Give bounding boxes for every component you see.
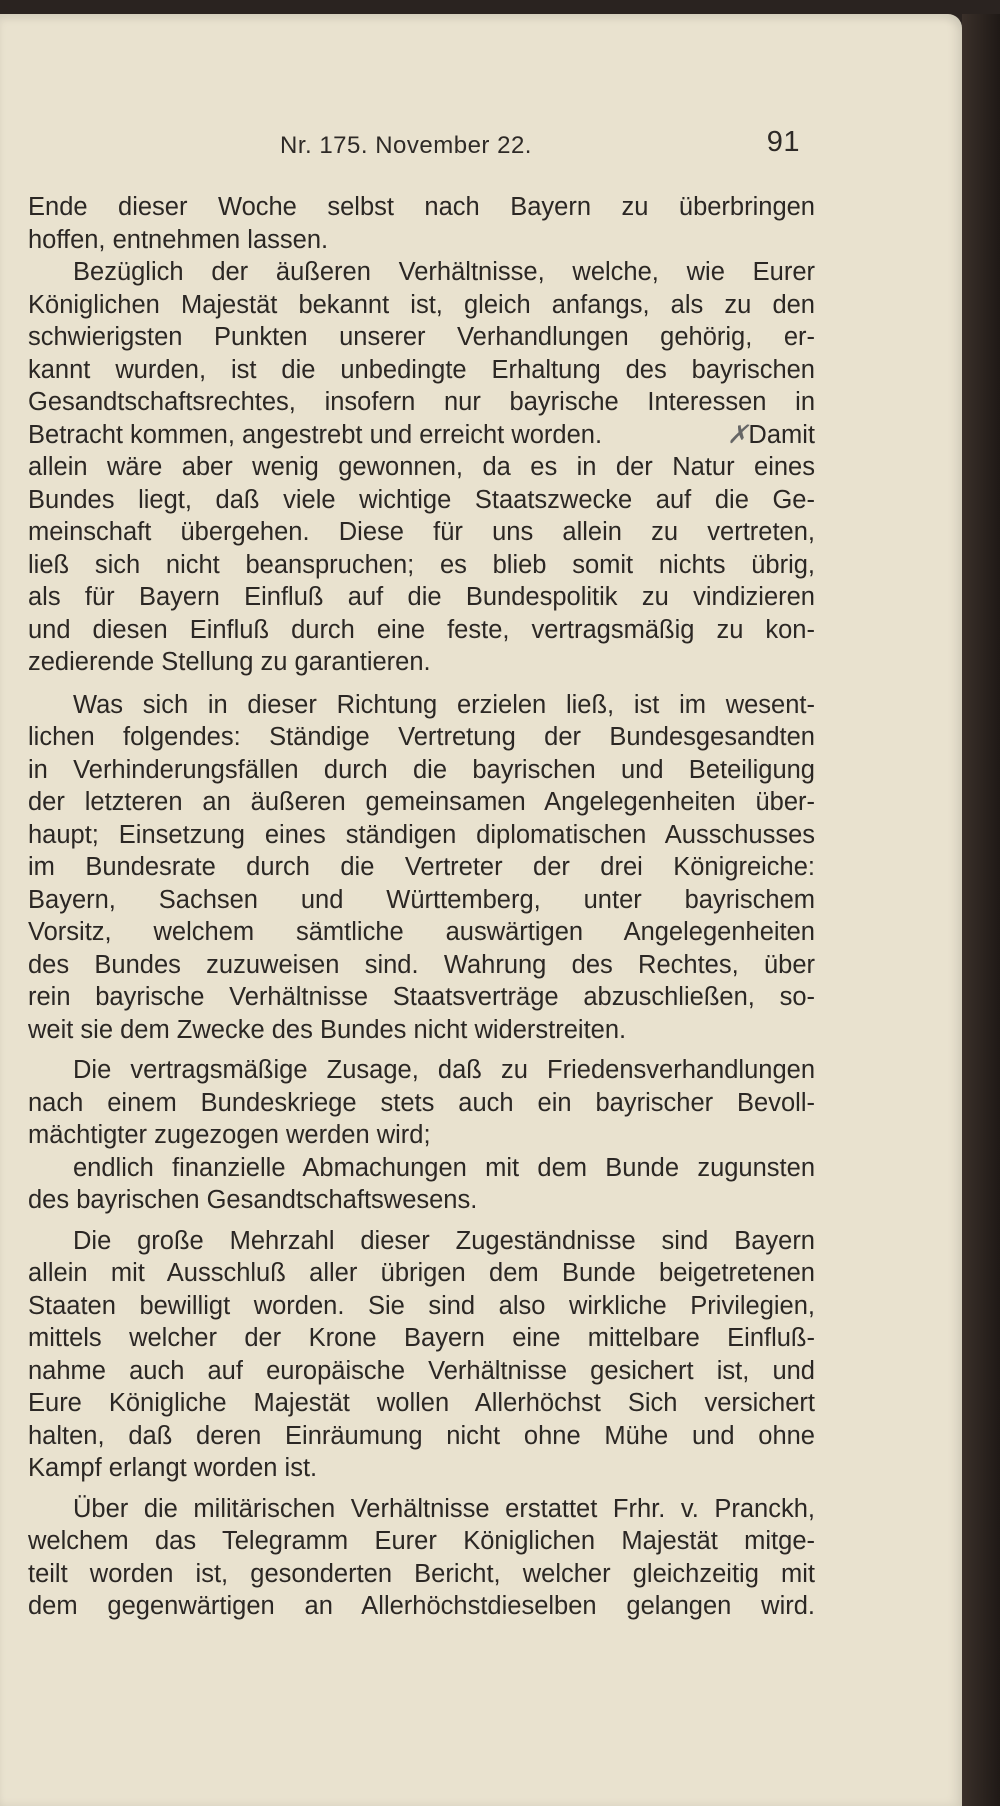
page-edge xyxy=(962,14,1000,1806)
text-line: und diesen Einfluß durch eine feste, vertragsmäßig zu kon- xyxy=(28,615,815,644)
text-line: Bayern, Sachsen und Württemberg, unter bayrischem xyxy=(28,885,815,914)
text-line: dem gegenwärtigen an Allerhöchstdieselben gelangen wird. xyxy=(28,1592,815,1620)
text-line: endlich finanzielle Abmachungen mit dem Bunde zugunsten xyxy=(73,1153,815,1182)
text-line: teilt worden ist, gesonderten Bericht, welcher gleichzeitig mit xyxy=(28,1559,815,1588)
text-line: Ende dieser Woche selbst nach Bayern zu überbringen xyxy=(28,193,815,221)
text-line: Bundes liegt, daß viele wichtige Staatszwecke auf die Ge- xyxy=(28,485,815,514)
text-line: Bezüglich der äußeren Verhältnisse, welche, wie Eurer xyxy=(73,258,815,286)
text-line: Kampf erlangt worden ist. xyxy=(28,1454,318,1482)
text-line: Die vertragsmäßige Zusage, daß zu Friedensverhandlungen xyxy=(73,1056,815,1084)
text-line: der letzteren an äußeren gemeinsamen Angelegenheiten über- xyxy=(28,788,815,816)
text-line xyxy=(28,419,815,452)
handwritten-mark-icon: ✗ xyxy=(727,420,749,449)
text-line: Was sich in dieser Richtung erzielen ließ, ist im wesent- xyxy=(73,690,815,719)
text-line: Über die militärischen Verhältnisse erstattet Frhr. v. Pranckh, xyxy=(73,1494,815,1523)
text-line: als für Bayern Einfluß auf die Bundespolitik zu vindizieren xyxy=(28,583,815,611)
running-head-title: Nr. 175. November 22. xyxy=(280,132,532,159)
body-text xyxy=(28,191,815,1623)
text-line: haupt; Einsetzung eines ständigen diplomatischen Ausschusses xyxy=(28,820,815,849)
text-line: Staaten bewilligt worden. Sie sind also wirkliche Privilegien, xyxy=(28,1291,815,1320)
text-line: nach einem Bundeskriege stets auch ein bayrischer Bevoll- xyxy=(28,1088,815,1117)
text-line: in Verhinderungsfällen durch die bayrischen und Beteiligung xyxy=(28,755,815,784)
text-line: mächtigter zugezogen werden wird; xyxy=(28,1121,431,1149)
text-line: lichen folgendes: Ständige Vertretung der Bundesgesandten xyxy=(28,723,815,751)
text-line-part xyxy=(727,419,815,452)
text-line: Gesandtschaftsrechtes, insofern nur bayrische Interessen in xyxy=(28,388,815,416)
text-line: Eure Königliche Majestät wollen Allerhöchst Sich versichert xyxy=(28,1389,815,1417)
text-line: allein wäre aber wenig gewonnen, da es in der Natur eines xyxy=(28,453,815,481)
text-line: rein bayrische Verhältnisse Staatsverträge abzuschließen, so- xyxy=(28,983,815,1011)
text-line: hoffen, entnehmen lassen. xyxy=(28,225,329,254)
text-line: Königlichen Majestät bekannt ist, gleich anfangs, als zu den xyxy=(28,290,815,319)
text-line: des Bundes zuzuweisen sind. Wahrung des Rechtes, über xyxy=(28,950,815,979)
text-line: ließ sich nicht beanspruchen; es blieb somit nichts übrig, xyxy=(28,550,815,579)
text-line: nahme auch auf europäische Verhältnisse gesichert ist, und xyxy=(28,1356,815,1385)
text-line-part: Betracht kommen, angestrebt und erreicht worden. xyxy=(28,420,603,449)
text-line: halten, daß deren Einräumung nicht ohne Mühe und ohne xyxy=(28,1421,815,1450)
text-line: meinschaft übergehen. Diese für uns allein zu vertreten, xyxy=(28,518,815,546)
text-line: im Bundesrate durch die Vertreter der drei Königreiche: xyxy=(28,853,815,881)
text-line: zedierende Stellung zu garantieren. xyxy=(28,648,431,676)
text-line: allein mit Ausschluß aller übrigen dem Bunde beigetretenen xyxy=(28,1259,815,1287)
text-line: des bayrischen Gesandtschaftswesens. xyxy=(28,1186,478,1214)
text-line: mittels welcher der Krone Bayern eine mittelbare Einfluß- xyxy=(28,1324,815,1352)
text-line: kannt wurden, ist die unbedingte Erhaltung des bayrischen xyxy=(28,355,815,384)
text-line: schwierigsten Punkten unserer Verhandlungen gehörig, er- xyxy=(28,323,815,351)
text-line-part: Damit xyxy=(748,420,815,449)
text-line: Die große Mehrzahl dieser Zugeständnisse sind Bayern xyxy=(73,1226,815,1255)
text-line: Vorsitz, welchem sämtliche auswärtigen Angelegenheiten xyxy=(28,918,815,946)
running-head xyxy=(280,126,800,166)
text-line: welchem das Telegramm Eurer Königlichen Majestät mitge- xyxy=(28,1527,815,1555)
page-number: 91 xyxy=(766,126,800,158)
text-line: weit sie dem Zwecke des Bundes nicht widerstreiten. xyxy=(28,1015,627,1044)
